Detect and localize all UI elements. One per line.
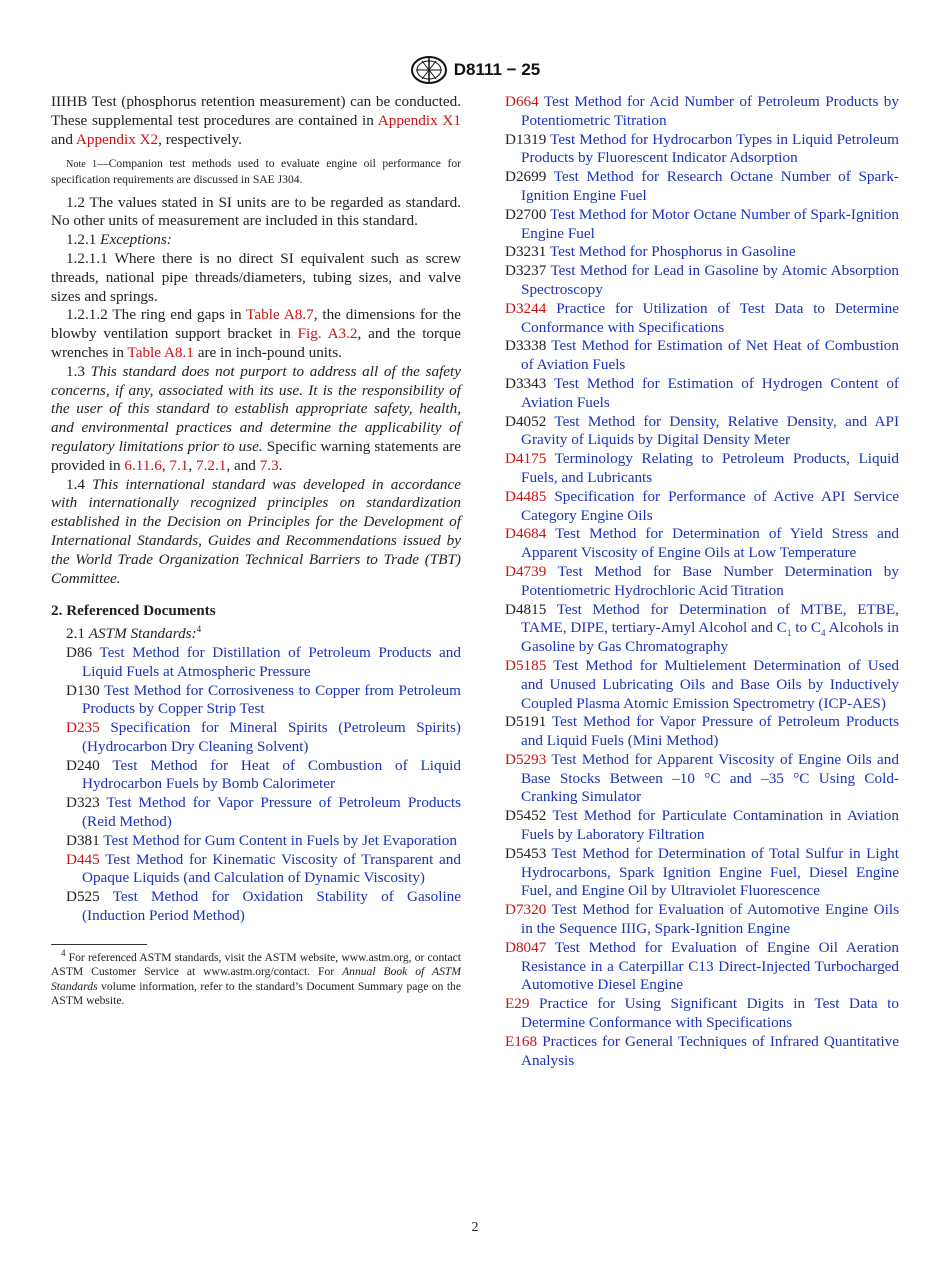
reference-item	[51, 851, 461, 889]
table-a8-7-link[interactable]: Table A8.7	[246, 306, 314, 324]
reference-item	[505, 93, 899, 131]
reference-code[interactable]: D1319	[505, 130, 547, 148]
appendix-x2-link[interactable]: Appendix X2	[75, 130, 159, 148]
reference-item	[505, 939, 899, 995]
reference-code[interactable]: D8047	[505, 938, 547, 956]
section-1-3: 1.3 This standard does not purport to address all of the safety concerns, if any, associated with its use. It is the responsibility of the user of this standard to establish appropriate safety, health, and environmental practices and determine the applicability of regulatory limitations prior to use. Specific warning statements are provided in 6.11.6, 7.1, 7.2.1, and 7.3.	[51, 362, 462, 474]
reference-title[interactable]: Test Method for Heat of Combustion of Liquid Hydrocarbon Fuels by Bomb Calorimeter	[82, 756, 461, 793]
reference-code[interactable]: D381	[66, 831, 100, 849]
reference-code[interactable]: D3231	[505, 243, 547, 261]
intro-paragraph: IIIHB Test (phosphorus retention measurement) can be conducted. These supplemental test procedures are contained in Appendix X1 and Appendix X2, respectively.	[51, 93, 461, 148]
reference-title[interactable]: Test Method for Density, Relative Density, and API Gravity of Liquids by Digital Density Meter	[521, 412, 899, 449]
reference-title[interactable]: Practice for Using Significant Digits in Test Data to Determine Conformance with Specifications	[521, 995, 899, 1032]
reference-code[interactable]: D2700	[505, 205, 547, 223]
reference-item	[505, 901, 899, 939]
reference-title[interactable]: Test Method for Particulate Contamination in Aviation Fuels by Laboratory Filtration	[521, 807, 899, 844]
reference-title[interactable]: Test Method for Gum Content in Fuels by Jet Evaporation	[103, 831, 457, 849]
ref-7-2-1-link[interactable]: 7.2.1	[195, 456, 227, 474]
reference-title[interactable]: Specification for Mineral Spirits (Petroleum Spirits) (Hydrocarbon Dry Cleaning Solvent)	[82, 719, 461, 755]
reference-item	[51, 682, 461, 720]
table-a8-1-link[interactable]: Table A8.1	[127, 343, 194, 361]
reference-code[interactable]: D2699	[505, 168, 547, 186]
reference-code[interactable]: D525	[66, 888, 100, 906]
reference-item	[505, 995, 899, 1033]
reference-title[interactable]: Test Method for Corrosiveness to Copper from Petroleum Products by Copper Strip Test	[82, 681, 461, 718]
reference-code[interactable]: D4485	[505, 487, 547, 505]
reference-title[interactable]: Test Method for Determination of Yield Stress and Apparent Viscosity of Engine Oils at Low Temperature	[521, 525, 900, 562]
reference-item	[505, 243, 899, 262]
reference-title[interactable]: Test Method for Apparent Viscosity of Engine Oils and Base Stocks Between –10 °C and –35 °C Using Cold-Cranking Simulator	[521, 750, 899, 806]
reference-item	[505, 1033, 899, 1071]
reference-title[interactable]: Terminology Relating to Petroleum Products, Liquid Fuels, and Lubricants	[521, 450, 899, 486]
reference-item	[505, 206, 899, 244]
reference-title[interactable]: Test Method for Evaluation of Automotive Engine Oils in the Sequence IIIG, Spark-Ignition Engine	[521, 901, 899, 938]
section-2-1: 2.1 ASTM Standards:$^4$	[66, 624, 202, 643]
reference-item	[51, 832, 461, 851]
reference-item	[505, 168, 899, 206]
reference-code[interactable]: D664	[505, 93, 539, 110]
section-2-heading: 2. Referenced Documents	[51, 602, 216, 620]
reference-item	[505, 845, 899, 901]
page-header	[0, 54, 950, 86]
reference-item	[505, 262, 899, 300]
reference-code[interactable]: D5185	[505, 656, 547, 674]
note-label: Note 1	[66, 159, 98, 171]
reference-code[interactable]: D4684	[505, 525, 547, 543]
reference-item	[505, 488, 899, 526]
reference-code[interactable]: D5191	[505, 713, 547, 731]
reference-item	[51, 719, 461, 757]
left-reference-list	[51, 644, 461, 926]
astm-logo-icon	[410, 55, 448, 85]
reference-title[interactable]: Test Method for Determination of MTBE, ETBE, TAME, DIPE, tertiary-Amyl Alcohol and $C_1$ to $C_4$ Alcohols in Gasoline by Gas Chromatography	[521, 600, 899, 656]
reference-code[interactable]: D5452	[505, 807, 547, 825]
fig-a3-2-link[interactable]: Fig. A3.2	[297, 325, 358, 343]
appendix-x1-link[interactable]: Appendix X1	[377, 111, 461, 129]
reference-code[interactable]: D4175	[505, 450, 547, 468]
reference-item	[51, 757, 461, 795]
reference-code[interactable]: E168	[505, 1032, 538, 1050]
reference-item	[51, 644, 461, 682]
reference-item	[505, 131, 899, 169]
reference-title[interactable]: Test Method for Estimation of Hydrogen Content of Aviation Fuels	[521, 374, 899, 411]
reference-title[interactable]: Test Method for Evaluation of Engine Oil Aeration Resistance in a Caterpillar C13 Direct-Injected Turbocharged Automotive Diesel Engine	[521, 938, 899, 994]
reference-code[interactable]: D7320	[505, 901, 547, 919]
page-number: 2	[471, 1220, 479, 1235]
reference-code[interactable]: D3244	[505, 299, 547, 317]
reference-item	[505, 300, 899, 338]
reference-code[interactable]: D130	[66, 681, 100, 699]
reference-title[interactable]: Test Method for Multielement Determination of Used and Unused Lubricating Oils and Base Oils by Inductively Coupled Plasma Atomic Emission Spectrometry (ICP-AES)	[521, 656, 899, 712]
reference-title[interactable]: Test Method for Hydrocarbon Types in Liquid Petroleum Products by Fluorescent Indicator Adsorption	[521, 130, 900, 167]
reference-code[interactable]: D3237	[505, 262, 547, 280]
reference-title[interactable]: Test Method for Oxidation Stability of Gasoline (Induction Period Method)	[82, 888, 461, 925]
section-1-2-1-2: 1.2.1.2 The ring end gaps in Table A8.7, the dimensions for the blowby ventilation support bracket in Fig. A3.2, and the torque wrenches in Table A8.1 are in inch-pound units.	[51, 306, 462, 361]
reference-item	[505, 450, 899, 488]
footnote-4: $^4$ For referenced ASTM standards, visit the ASTM website, www.astm.org, or contact ASTM Customer Service at www.astm.org/contact. For Annual Book of ASTM Standards volume information, refer to the standard’s Document Summary page on the ASTM website.	[51, 948, 461, 1008]
reference-item	[505, 751, 899, 807]
reference-title[interactable]: Practice for Utilization of Test Data to Determine Conformance with Specifications	[521, 299, 899, 336]
reference-code[interactable]: D323	[66, 794, 100, 812]
reference-code[interactable]: D3343	[505, 374, 547, 392]
footnote-divider	[51, 944, 147, 945]
reference-code[interactable]: D235	[66, 719, 100, 737]
document-designation: D8111 − 25	[453, 59, 541, 79]
reference-title[interactable]: Test Method for Motor Octane Number of Spark-Ignition Engine Fuel	[521, 205, 899, 242]
reference-title[interactable]: Test Method for Distillation of Petroleum Products and Liquid Fuels at Atmospheric Pressure	[82, 643, 461, 680]
section-1-2: 1.2 The values stated in SI units are to be regarded as standard. No other units of measurement are included in this standard.	[51, 193, 461, 230]
reference-item	[505, 601, 899, 657]
reference-code[interactable]: D5453	[505, 844, 547, 862]
note-text: —Companion test methods used to evaluate engine oil performance for specification requirements are discussed in SAE J304.	[51, 157, 461, 186]
reference-item	[505, 563, 899, 601]
reference-title[interactable]: Test Method for Vapor Pressure of Petroleum Products and Liquid Fuels (Mini Method)	[521, 713, 899, 750]
right-column	[505, 93, 899, 1070]
reference-code[interactable]: D4815	[505, 600, 547, 618]
reference-code[interactable]: D445	[66, 850, 100, 868]
reference-code[interactable]: D4739	[505, 562, 547, 580]
reference-item	[505, 807, 899, 845]
left-column	[51, 93, 461, 1008]
reference-title[interactable]: Specification for Performance of Active API Service Category Engine Oils	[521, 487, 900, 524]
reference-title[interactable]: Test Method for Vapor Pressure of Petroleum Products (Reid Method)	[82, 794, 461, 831]
reference-title[interactable]: Test Method for Research Octane Number of Spark-Ignition Engine Fuel	[521, 168, 899, 204]
reference-title[interactable]: Test Method for Kinematic Viscosity of Transparent and Opaque Liquids (and Calculation of Dynamic Viscosity)	[82, 850, 461, 887]
reference-item	[51, 794, 461, 832]
reference-item	[505, 337, 899, 375]
ref-6-11-6-link[interactable]: 6.11.6	[124, 456, 162, 474]
reference-code[interactable]: D5293	[505, 750, 547, 768]
reference-item	[505, 413, 899, 451]
reference-item	[505, 525, 899, 563]
ref-7-3-link[interactable]: 7.3	[259, 456, 279, 474]
reference-item	[505, 657, 899, 713]
reference-title[interactable]: Test Method for Base Number Determination by Potentiometric Hydrochloric Acid Titration	[521, 562, 899, 599]
reference-code[interactable]: D86	[66, 643, 93, 661]
reference-item	[51, 888, 461, 926]
section-1-2-1: 1.2.1 Exceptions:	[66, 231, 172, 249]
reference-title[interactable]: Test Method for Determination of Total Sulfur in Light Hydrocarbons, Spark Ignition Engine Fuel, Diesel Engine Fuel, and Engine Oil by Ultraviolet Fluorescence	[521, 844, 899, 900]
reference-item	[505, 713, 899, 751]
reference-code[interactable]: E29	[505, 995, 530, 1013]
section-1-2-1-1: 1.2.1.1 Where there is no direct SI equivalent such as screw threads, national pipe threads/diameters, tubing sizes, and valve sizes and springs.	[51, 249, 461, 305]
reference-item	[505, 375, 899, 413]
reference-title[interactable]: Practices for General Techniques of Infrared Quantitative Analysis	[521, 1032, 899, 1069]
reference-title[interactable]: Test Method for Lead in Gasoline by Atomic Absorption Spectroscopy	[521, 262, 899, 298]
reference-code[interactable]: D3338	[505, 337, 547, 355]
reference-title[interactable]: Test Method for Phosphorus in Gasoline	[549, 243, 796, 261]
section-1-4: 1.4 This international standard was developed in accordance with internationally recognized principles on standardization established in the Decision on Principles for the Development of International Standards, Guides and Recommendations issued by the World Trade Organization Technical Barriers to Trade (TBT) Committee.	[51, 475, 462, 587]
ref-7-1-link[interactable]: 7.1	[169, 456, 189, 474]
reference-code[interactable]: D4052	[505, 412, 547, 430]
reference-title[interactable]: Test Method for Acid Number of Petroleum Products by Potentiometric Titration	[521, 93, 899, 129]
note-1	[51, 157, 461, 187]
reference-code[interactable]: D240	[66, 756, 100, 774]
reference-title[interactable]: Test Method for Estimation of Net Heat of Combustion of Aviation Fuels	[521, 337, 899, 374]
